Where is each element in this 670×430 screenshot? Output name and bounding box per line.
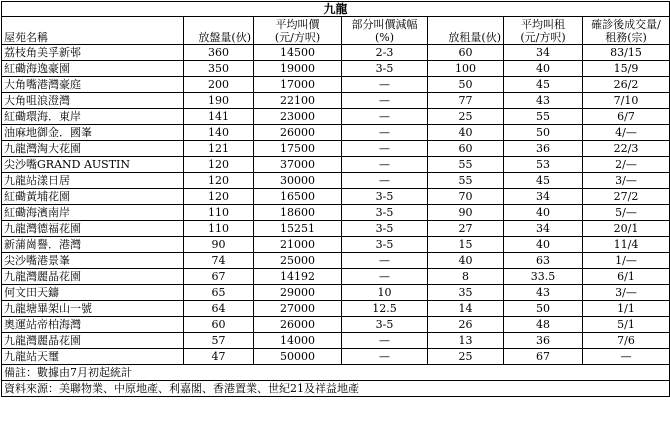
kowloon-listings-table: [1, 1, 670, 397]
cell-partial-cut: —: [342, 173, 428, 189]
table-body: [2, 45, 670, 365]
cell-listings: 120: [184, 173, 254, 189]
cell-rental-listings: 100: [428, 61, 504, 77]
cell-partial-cut: —: [342, 349, 428, 365]
cell-rental-listings: 13: [428, 333, 504, 349]
cell-avg-ask-rent: 36: [504, 141, 583, 157]
table-row: [2, 189, 670, 205]
cell-listings: 57: [184, 333, 254, 349]
cell-deal-ratio: 5/1: [583, 317, 670, 333]
header-deal-ratio-line1: 確診後成交量/: [591, 18, 661, 31]
table-row: [2, 77, 670, 93]
table-row: [2, 45, 670, 61]
cell-rental-listings: 60: [428, 141, 504, 157]
cell-listings: 110: [184, 205, 254, 221]
cell-name: 大角咀浪澄灣: [2, 93, 184, 109]
cell-avg-ask-price: 27000: [254, 301, 342, 317]
cell-deal-ratio: 20/1: [583, 221, 670, 237]
cell-listings: 141: [184, 109, 254, 125]
cell-avg-ask-rent: 67: [504, 349, 583, 365]
table-row: [2, 269, 670, 285]
cell-listings: 65: [184, 285, 254, 301]
cell-rental-listings: 55: [428, 157, 504, 173]
header-rental-listings: 放租量(伙): [428, 17, 504, 45]
cell-deal-ratio: 7/6: [583, 333, 670, 349]
cell-avg-ask-rent: 40: [504, 237, 583, 253]
cell-avg-ask-price: 19000: [254, 61, 342, 77]
cell-partial-cut: 3-5: [342, 205, 428, 221]
cell-avg-ask-rent: 50: [504, 301, 583, 317]
cell-avg-ask-price: 22100: [254, 93, 342, 109]
cell-name: 大角嘴港灣豪庭: [2, 77, 184, 93]
table-row: [2, 317, 670, 333]
cell-partial-cut: 12.5: [342, 301, 428, 317]
header-partial-cut-line1: 部分叫價減幅: [351, 18, 418, 31]
cell-partial-cut: —: [342, 125, 428, 141]
cell-partial-cut: —: [342, 77, 428, 93]
header-avg-ask-price-line1: 平均叫價: [275, 18, 320, 31]
cell-deal-ratio: 11/4: [583, 237, 670, 253]
cell-rental-listings: 40: [428, 125, 504, 141]
cell-name: 九龍站漾日居: [2, 173, 184, 189]
cell-listings: 67: [184, 269, 254, 285]
header-avg-ask-rent: [504, 17, 583, 45]
cell-name: 紅磡環海．東岸: [2, 109, 184, 125]
cell-name: 九龍灣麗晶花園: [2, 269, 184, 285]
cell-avg-ask-price: 17000: [254, 77, 342, 93]
cell-avg-ask-price: 21000: [254, 237, 342, 253]
cell-deal-ratio: 15/9: [583, 61, 670, 77]
cell-partial-cut: 10: [342, 285, 428, 301]
cell-listings: 47: [184, 349, 254, 365]
table-row: [2, 285, 670, 301]
cell-deal-ratio: 3/—: [583, 173, 670, 189]
cell-listings: 64: [184, 301, 254, 317]
cell-avg-ask-rent: 45: [504, 173, 583, 189]
cell-avg-ask-rent: 34: [504, 45, 583, 61]
cell-avg-ask-price: 37000: [254, 157, 342, 173]
table-row: [2, 205, 670, 221]
cell-rental-listings: 14: [428, 301, 504, 317]
cell-avg-ask-price: 23000: [254, 109, 342, 125]
cell-avg-ask-price: 30000: [254, 173, 342, 189]
cell-name: 紅磡海濱南岸: [2, 205, 184, 221]
table-row: [2, 157, 670, 173]
cell-deal-ratio: 5/—: [583, 205, 670, 221]
cell-listings: 90: [184, 237, 254, 253]
cell-listings: 110: [184, 221, 254, 237]
header-deal-ratio-line2: 租務(宗): [605, 31, 647, 44]
cell-avg-ask-price: 25000: [254, 253, 342, 269]
cell-name: 新蒲崗譽．港灣: [2, 237, 184, 253]
cell-listings: 120: [184, 189, 254, 205]
cell-rental-listings: 27: [428, 221, 504, 237]
cell-deal-ratio: 83/15: [583, 45, 670, 61]
cell-avg-ask-rent: 33.5: [504, 269, 583, 285]
cell-name: 九龍灣麗晶花園: [2, 333, 184, 349]
cell-rental-listings: 35: [428, 285, 504, 301]
cell-avg-ask-rent: 48: [504, 317, 583, 333]
cell-avg-ask-price: 26000: [254, 125, 342, 141]
cell-avg-ask-rent: 43: [504, 285, 583, 301]
cell-rental-listings: 60: [428, 45, 504, 61]
cell-name: 奧運站帝柏海灣: [2, 317, 184, 333]
cell-avg-ask-rent: 36: [504, 333, 583, 349]
cell-deal-ratio: 4/—: [583, 125, 670, 141]
cell-avg-ask-rent: 63: [504, 253, 583, 269]
cell-partial-cut: —: [342, 269, 428, 285]
cell-listings: 360: [184, 45, 254, 61]
table-row: [2, 333, 670, 349]
cell-partial-cut: —: [342, 253, 428, 269]
cell-deal-ratio: —: [583, 349, 670, 365]
header-partial-cut: [342, 17, 428, 45]
cell-avg-ask-rent: 34: [504, 221, 583, 237]
cell-listings: 60: [184, 317, 254, 333]
header-avg-ask-rent-line2: (元/方呎): [520, 31, 566, 44]
cell-partial-cut: 3-5: [342, 221, 428, 237]
cell-listings: 140: [184, 125, 254, 141]
cell-deal-ratio: 6/1: [583, 269, 670, 285]
cell-deal-ratio: 2/—: [583, 157, 670, 173]
cell-rental-listings: 77: [428, 93, 504, 109]
cell-partial-cut: 3-5: [342, 237, 428, 253]
table-row: [2, 141, 670, 157]
cell-rental-listings: 25: [428, 109, 504, 125]
cell-rental-listings: 15: [428, 237, 504, 253]
table-row: [2, 109, 670, 125]
table-source: 資料來源：美聯物業、中原地產、利嘉閣、香港置業、世紀21及祥益地產: [2, 381, 670, 397]
cell-avg-ask-price: 14192: [254, 269, 342, 285]
cell-avg-ask-rent: 45: [504, 77, 583, 93]
cell-rental-listings: 90: [428, 205, 504, 221]
cell-name: 荔枝角美孚新邨: [2, 45, 184, 61]
table-row: [2, 61, 670, 77]
cell-partial-cut: —: [342, 93, 428, 109]
table-title: 九龍: [2, 2, 670, 17]
cell-avg-ask-price: 14000: [254, 333, 342, 349]
table-row: [2, 173, 670, 189]
cell-avg-ask-rent: 50: [504, 125, 583, 141]
cell-deal-ratio: 1/1: [583, 301, 670, 317]
table-row: [2, 237, 670, 253]
cell-name: 九龍灣德福花園: [2, 221, 184, 237]
cell-name: 九龍站天璽: [2, 349, 184, 365]
cell-listings: 350: [184, 61, 254, 77]
cell-avg-ask-rent: 34: [504, 189, 583, 205]
cell-avg-ask-price: 29000: [254, 285, 342, 301]
cell-rental-listings: 25: [428, 349, 504, 365]
cell-partial-cut: —: [342, 109, 428, 125]
cell-avg-ask-rent: 40: [504, 205, 583, 221]
table-row: [2, 221, 670, 237]
cell-rental-listings: 40: [428, 253, 504, 269]
cell-name: 尖沙嘴GRAND AUSTIN: [2, 157, 184, 173]
table-row: [2, 93, 670, 109]
cell-partial-cut: —: [342, 157, 428, 173]
cell-partial-cut: 3-5: [342, 61, 428, 77]
cell-rental-listings: 26: [428, 317, 504, 333]
cell-name: 九龍塘畢架山一號: [2, 301, 184, 317]
cell-avg-ask-price: 18600: [254, 205, 342, 221]
header-name: 屋苑名稱: [2, 17, 184, 45]
cell-avg-ask-rent: 53: [504, 157, 583, 173]
cell-avg-ask-rent: 40: [504, 61, 583, 77]
cell-avg-ask-price: 50000: [254, 349, 342, 365]
cell-deal-ratio: 7/10: [583, 93, 670, 109]
cell-avg-ask-rent: 55: [504, 109, 583, 125]
cell-deal-ratio: 6/7: [583, 109, 670, 125]
cell-avg-ask-price: 15251: [254, 221, 342, 237]
cell-name: 油麻地御金．國峯: [2, 125, 184, 141]
cell-partial-cut: 3-5: [342, 317, 428, 333]
cell-partial-cut: 2-3: [342, 45, 428, 61]
header-avg-ask-rent-line1: 平均叫租: [521, 18, 565, 31]
cell-rental-listings: 55: [428, 173, 504, 189]
cell-deal-ratio: 27/2: [583, 189, 670, 205]
table-row: [2, 349, 670, 365]
cell-listings: 74: [184, 253, 254, 269]
cell-avg-ask-price: 26000: [254, 317, 342, 333]
table-note: 備註：數據由7月初起統計: [2, 365, 670, 381]
cell-listings: 120: [184, 157, 254, 173]
cell-deal-ratio: 1/—: [583, 253, 670, 269]
cell-avg-ask-price: 17500: [254, 141, 342, 157]
cell-listings: 200: [184, 77, 254, 93]
header-deal-ratio: [583, 17, 670, 45]
table-row: [2, 301, 670, 317]
cell-partial-cut: —: [342, 333, 428, 349]
cell-name: 九龍灣淘大花園: [2, 141, 184, 157]
cell-name: 紅磡海逸豪園: [2, 61, 184, 77]
header-avg-ask-price: [254, 17, 342, 45]
cell-deal-ratio: 3/—: [583, 285, 670, 301]
table-row: [2, 253, 670, 269]
header-partial-cut-line2: (%): [374, 31, 395, 44]
cell-name: 尖沙嘴港景峯: [2, 253, 184, 269]
cell-rental-listings: 8: [428, 269, 504, 285]
cell-avg-ask-price: 16500: [254, 189, 342, 205]
cell-listings: 121: [184, 141, 254, 157]
cell-rental-listings: 50: [428, 77, 504, 93]
header-listings: 放盤量(伙): [184, 17, 254, 45]
cell-partial-cut: 3-5: [342, 189, 428, 205]
cell-avg-ask-price: 14500: [254, 45, 342, 61]
cell-avg-ask-rent: 43: [504, 93, 583, 109]
cell-listings: 190: [184, 93, 254, 109]
cell-name: 紅磡黃埔花園: [2, 189, 184, 205]
table-row: [2, 125, 670, 141]
cell-name: 何文田天鑄: [2, 285, 184, 301]
cell-deal-ratio: 22/3: [583, 141, 670, 157]
header-avg-ask-price-line2: (元/方呎): [274, 31, 321, 44]
cell-deal-ratio: 26/2: [583, 77, 670, 93]
cell-rental-listings: 70: [428, 189, 504, 205]
cell-partial-cut: —: [342, 141, 428, 157]
